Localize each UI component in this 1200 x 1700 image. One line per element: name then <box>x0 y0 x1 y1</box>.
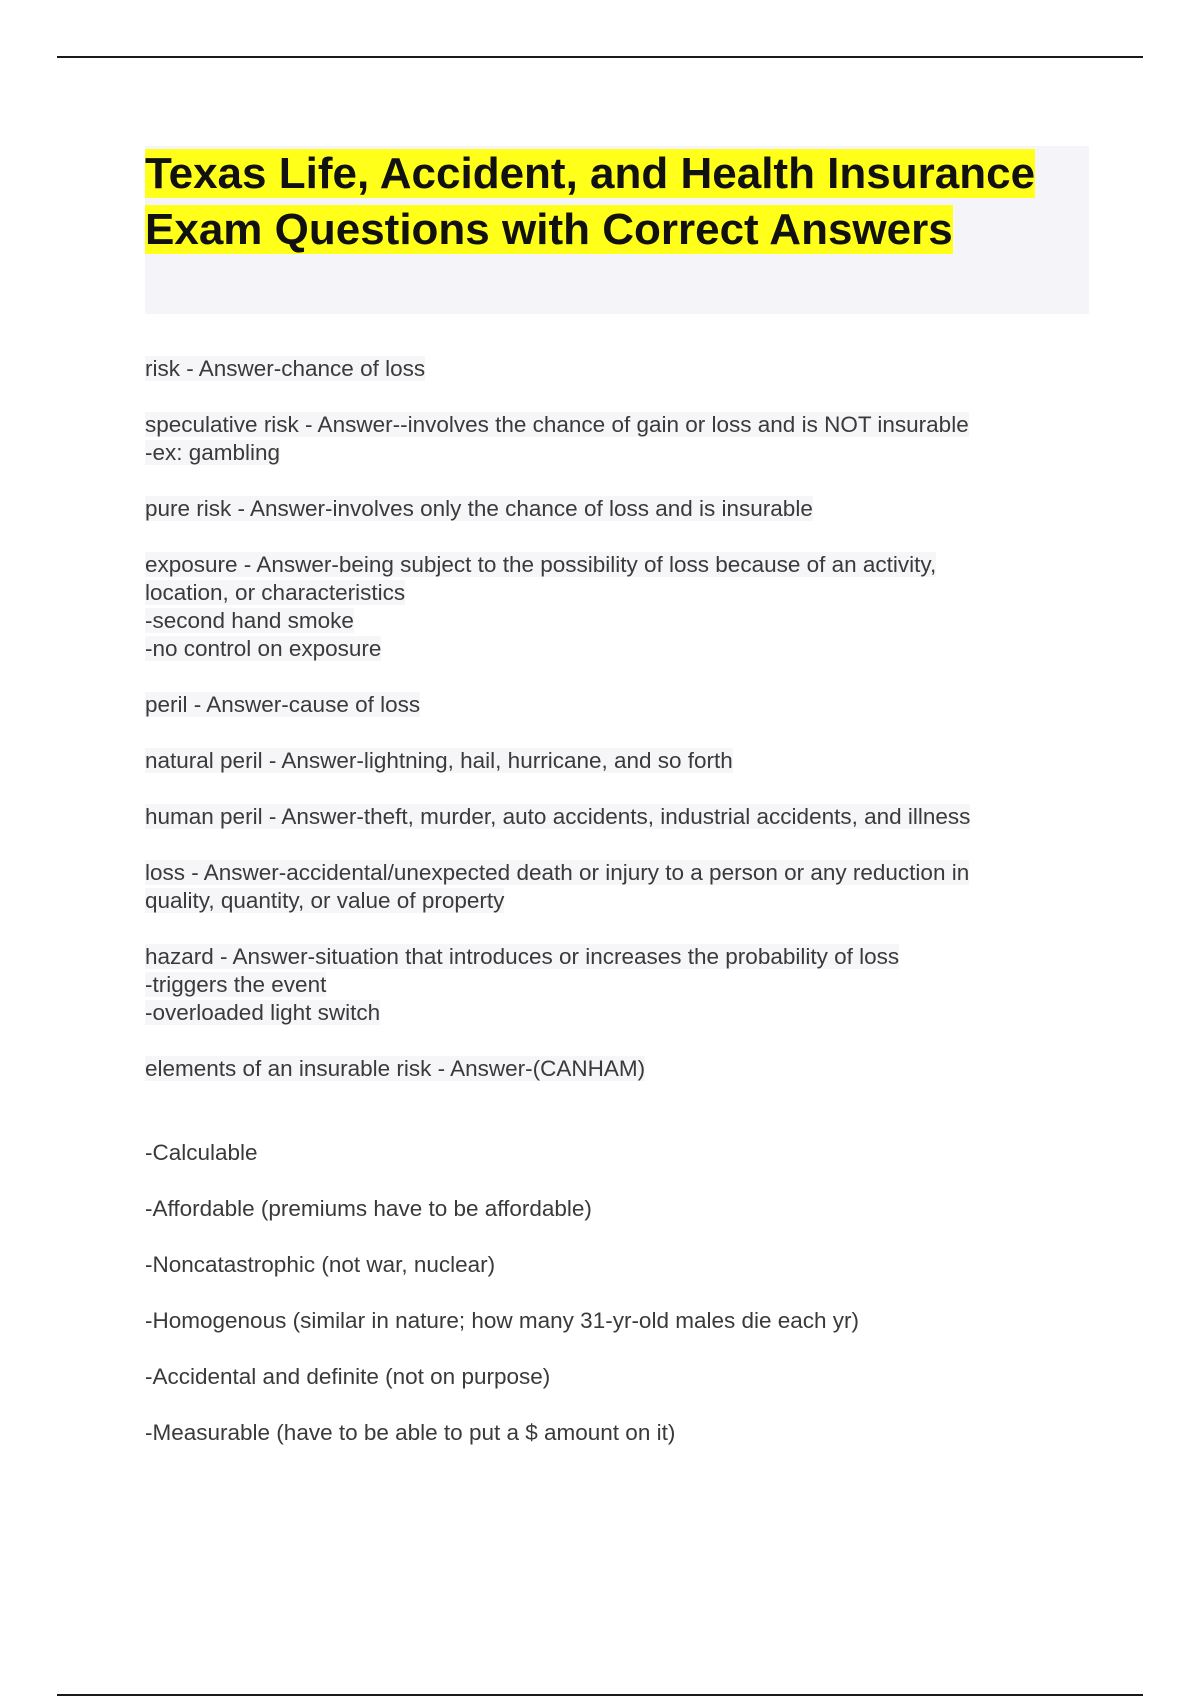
canham-item-text: -Measurable (have to be able to put a $ amount on it) <box>145 1420 676 1445</box>
qa-entry <box>145 859 1095 915</box>
qa-entry <box>145 551 1095 663</box>
document-title-text: Texas Life, Accident, and Health Insurance Exam Questions with Correct Answers <box>145 149 1036 254</box>
qa-entry <box>145 691 1095 719</box>
qa-entry <box>145 1055 1095 1083</box>
canham-item-text: -Calculable <box>145 1140 258 1165</box>
canham-item <box>145 1251 1095 1279</box>
qa-entry <box>145 355 1095 383</box>
qa-entry <box>145 747 1095 775</box>
canham-item <box>145 1363 1095 1391</box>
top-rule <box>57 56 1143 58</box>
qa-entry-text: hazard - Answer-situation that introduces or increases the probability of loss -triggers the event -overloaded light switch <box>145 944 900 1025</box>
qa-entry-text: loss - Answer-accidental/unexpected death or injury to a person or any reduction in quality, quantity, or value of property <box>145 860 970 913</box>
qa-entry-text: risk - Answer-chance of loss <box>145 356 426 381</box>
qa-entry <box>145 803 1095 831</box>
bottom-rule <box>57 1694 1143 1696</box>
qa-entry <box>145 943 1095 1027</box>
canham-item <box>145 1419 1095 1447</box>
qa-entry-text: pure risk - Answer-involves only the chance of loss and is insurable <box>145 496 813 521</box>
qa-entry <box>145 411 1095 467</box>
qa-entry-text: elements of an insurable risk - Answer-(CANHAM) <box>145 1056 646 1081</box>
document-body <box>145 355 1095 1475</box>
qa-entry-text: exposure - Answer-being subject to the possibility of loss because of an activity, location, or characteristics -second hand smoke -no control on exposure <box>145 552 937 661</box>
canham-item-text: -Homogenous (similar in nature; how many 31-yr-old males die each yr) <box>145 1308 860 1333</box>
document-title <box>145 146 1089 258</box>
qa-entry-text: natural peril - Answer-lightning, hail, hurricane, and so forth <box>145 748 733 773</box>
canham-item <box>145 1139 1095 1167</box>
qa-entry-text: human peril - Answer-theft, murder, auto accidents, industrial accidents, and illness <box>145 804 971 829</box>
canham-item-text: -Accidental and definite (not on purpose) <box>145 1364 551 1389</box>
canham-item-text: -Affordable (premiums have to be affordable) <box>145 1196 592 1221</box>
qa-entry-text: peril - Answer-cause of loss <box>145 692 421 717</box>
canham-item-text: -Noncatastrophic (not war, nuclear) <box>145 1252 496 1277</box>
qa-entry-text: speculative risk - Answer--involves the chance of gain or loss and is NOT insurable -ex: gambling <box>145 412 969 465</box>
qa-entry <box>145 495 1095 523</box>
title-block <box>145 146 1089 314</box>
canham-item <box>145 1307 1095 1335</box>
canham-item <box>145 1195 1095 1223</box>
spacer <box>145 1111 1095 1139</box>
